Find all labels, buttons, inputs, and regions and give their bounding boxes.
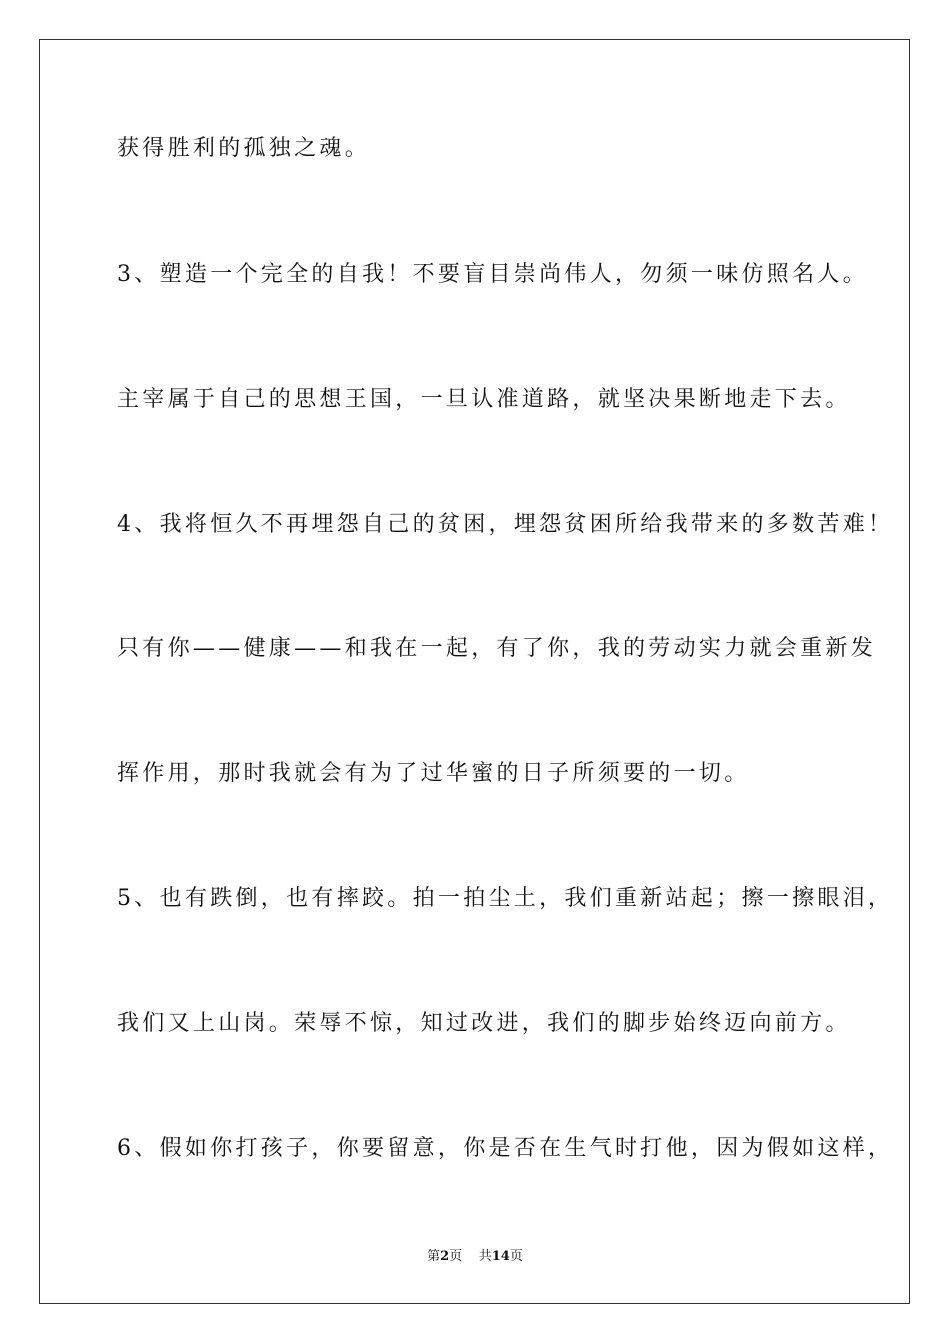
text-line-7: 5、也有跌倒，也有摔跤。拍一拍尘土，我们重新站起；擦一擦眼泪， bbox=[117, 886, 894, 911]
text-line-2: 3、塑造一个完全的自我！不要盲目崇尚伟人，勿须一味仿照名人。 bbox=[117, 262, 868, 287]
total-prefix: 共 bbox=[478, 1249, 492, 1264]
text-line-6: 挥作用，那时我就会有为了过华蜜的日子所须要的一切。 bbox=[117, 761, 750, 786]
page-number: 2 bbox=[440, 1249, 450, 1264]
text-line-5: 只有你——健康——和我在一起，有了你，我的劳动实力就会重新发 bbox=[117, 636, 877, 661]
text-line-1: 获得胜利的孤独之魂。 bbox=[117, 136, 371, 161]
text-line-8: 我们又上山岗。荣辱不惊，知过改进，我们的脚步始终迈向前方。 bbox=[117, 1011, 851, 1036]
page-border bbox=[39, 39, 910, 1304]
page-footer bbox=[0, 1250, 950, 1263]
text-line-9: 6、假如你打孩子，你要留意，你是否在生气时打他，因为假如这样， bbox=[117, 1136, 894, 1161]
page-suffix: 页 bbox=[449, 1249, 463, 1264]
total-pages: 14 bbox=[491, 1249, 510, 1264]
text-line-4: 4、我将恒久不再埋怨自己的贫困，埋怨贫困所给我带来的多数苦难！ bbox=[117, 512, 894, 537]
page-prefix: 第 bbox=[427, 1249, 441, 1264]
total-suffix: 页 bbox=[509, 1249, 523, 1264]
text-line-3: 主宰属于自己的思想王国，一旦认准道路，就坚决果断地走下去。 bbox=[117, 387, 851, 412]
